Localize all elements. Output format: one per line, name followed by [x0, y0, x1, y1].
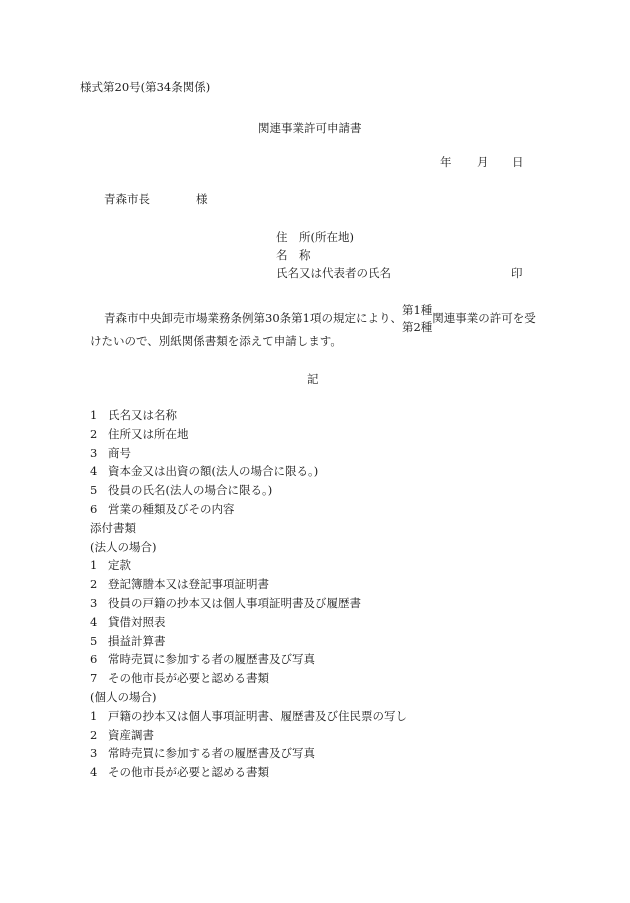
list-item: 3 常時売買に参加する者の履歴書及び写真 [90, 746, 315, 761]
list-item: 4 資本金又は出資の額(法人の場合に限る。) [90, 464, 319, 479]
body-line-1-suffix: 関連事業の許可を受 [432, 310, 536, 325]
list-item: 4 貸借対照表 [90, 614, 166, 629]
applicant-address-label: 住 所(所在地) [276, 230, 354, 244]
attachments-heading: 添付書類 [90, 520, 136, 535]
body-line-2: けたいので、別紙関係書類を添えて申請します。 [90, 334, 342, 348]
list-item: 2 資産調書 [90, 727, 154, 742]
list-item: 6 常時売買に参加する者の履歴書及び写真 [90, 652, 315, 667]
addressee-name: 青森市長 [104, 192, 150, 206]
date-year: 年 [440, 155, 452, 169]
list-item: 5 損益計算書 [90, 633, 166, 648]
list-item: 3 役員の戸籍の抄本又は個人事項証明書及び履歴書 [90, 595, 361, 610]
list-item: 5 役員の氏名(法人の場合に限る。) [90, 483, 273, 498]
list-item: 1 氏名又は名称 [90, 408, 177, 422]
list-item: 7 その他市長が必要と認める書類 [90, 671, 269, 686]
list-item: 3 商号 [90, 445, 131, 460]
document-list [90, 406, 407, 782]
form-number: 様式第20号(第34条関係) [80, 80, 211, 94]
kind-1: 第1種 [401, 303, 433, 317]
corporate-heading: (法人の場合) [90, 539, 157, 554]
individual-heading: (個人の場合) [90, 689, 157, 704]
date-day: 日 [512, 155, 524, 169]
ki-heading: 記 [307, 372, 319, 386]
document-title: 関連事業許可申請書 [258, 121, 362, 135]
list-item: 6 営業の種類及びその内容 [90, 501, 235, 516]
list-item: 1 戸籍の抄本又は個人事項証明書、履歴書及び住民票の写し [90, 708, 407, 723]
business-kind-selector [402, 302, 432, 335]
applicant-representative-label: 氏名又は代表者の氏名 [276, 266, 391, 280]
list-item: 4 その他市長が必要と認める書類 [90, 765, 269, 780]
list-item: 2 住所又は所在地 [90, 426, 189, 441]
kind-2: 第2種 [401, 319, 433, 334]
date-month: 月 [477, 155, 489, 169]
seal-mark: 印 [511, 266, 523, 280]
body-line-1 [104, 302, 536, 335]
list-item: 2 登記簿謄本又は登記事項証明書 [90, 577, 269, 592]
applicant-name-label: 名 称 [276, 248, 311, 262]
addressee-honorific: 様 [196, 192, 208, 206]
list-item: 1 定款 [90, 558, 131, 573]
body-line-1-prefix: 青森市中央卸売市場業務条例第30条第1項の規定により、 [104, 310, 402, 325]
